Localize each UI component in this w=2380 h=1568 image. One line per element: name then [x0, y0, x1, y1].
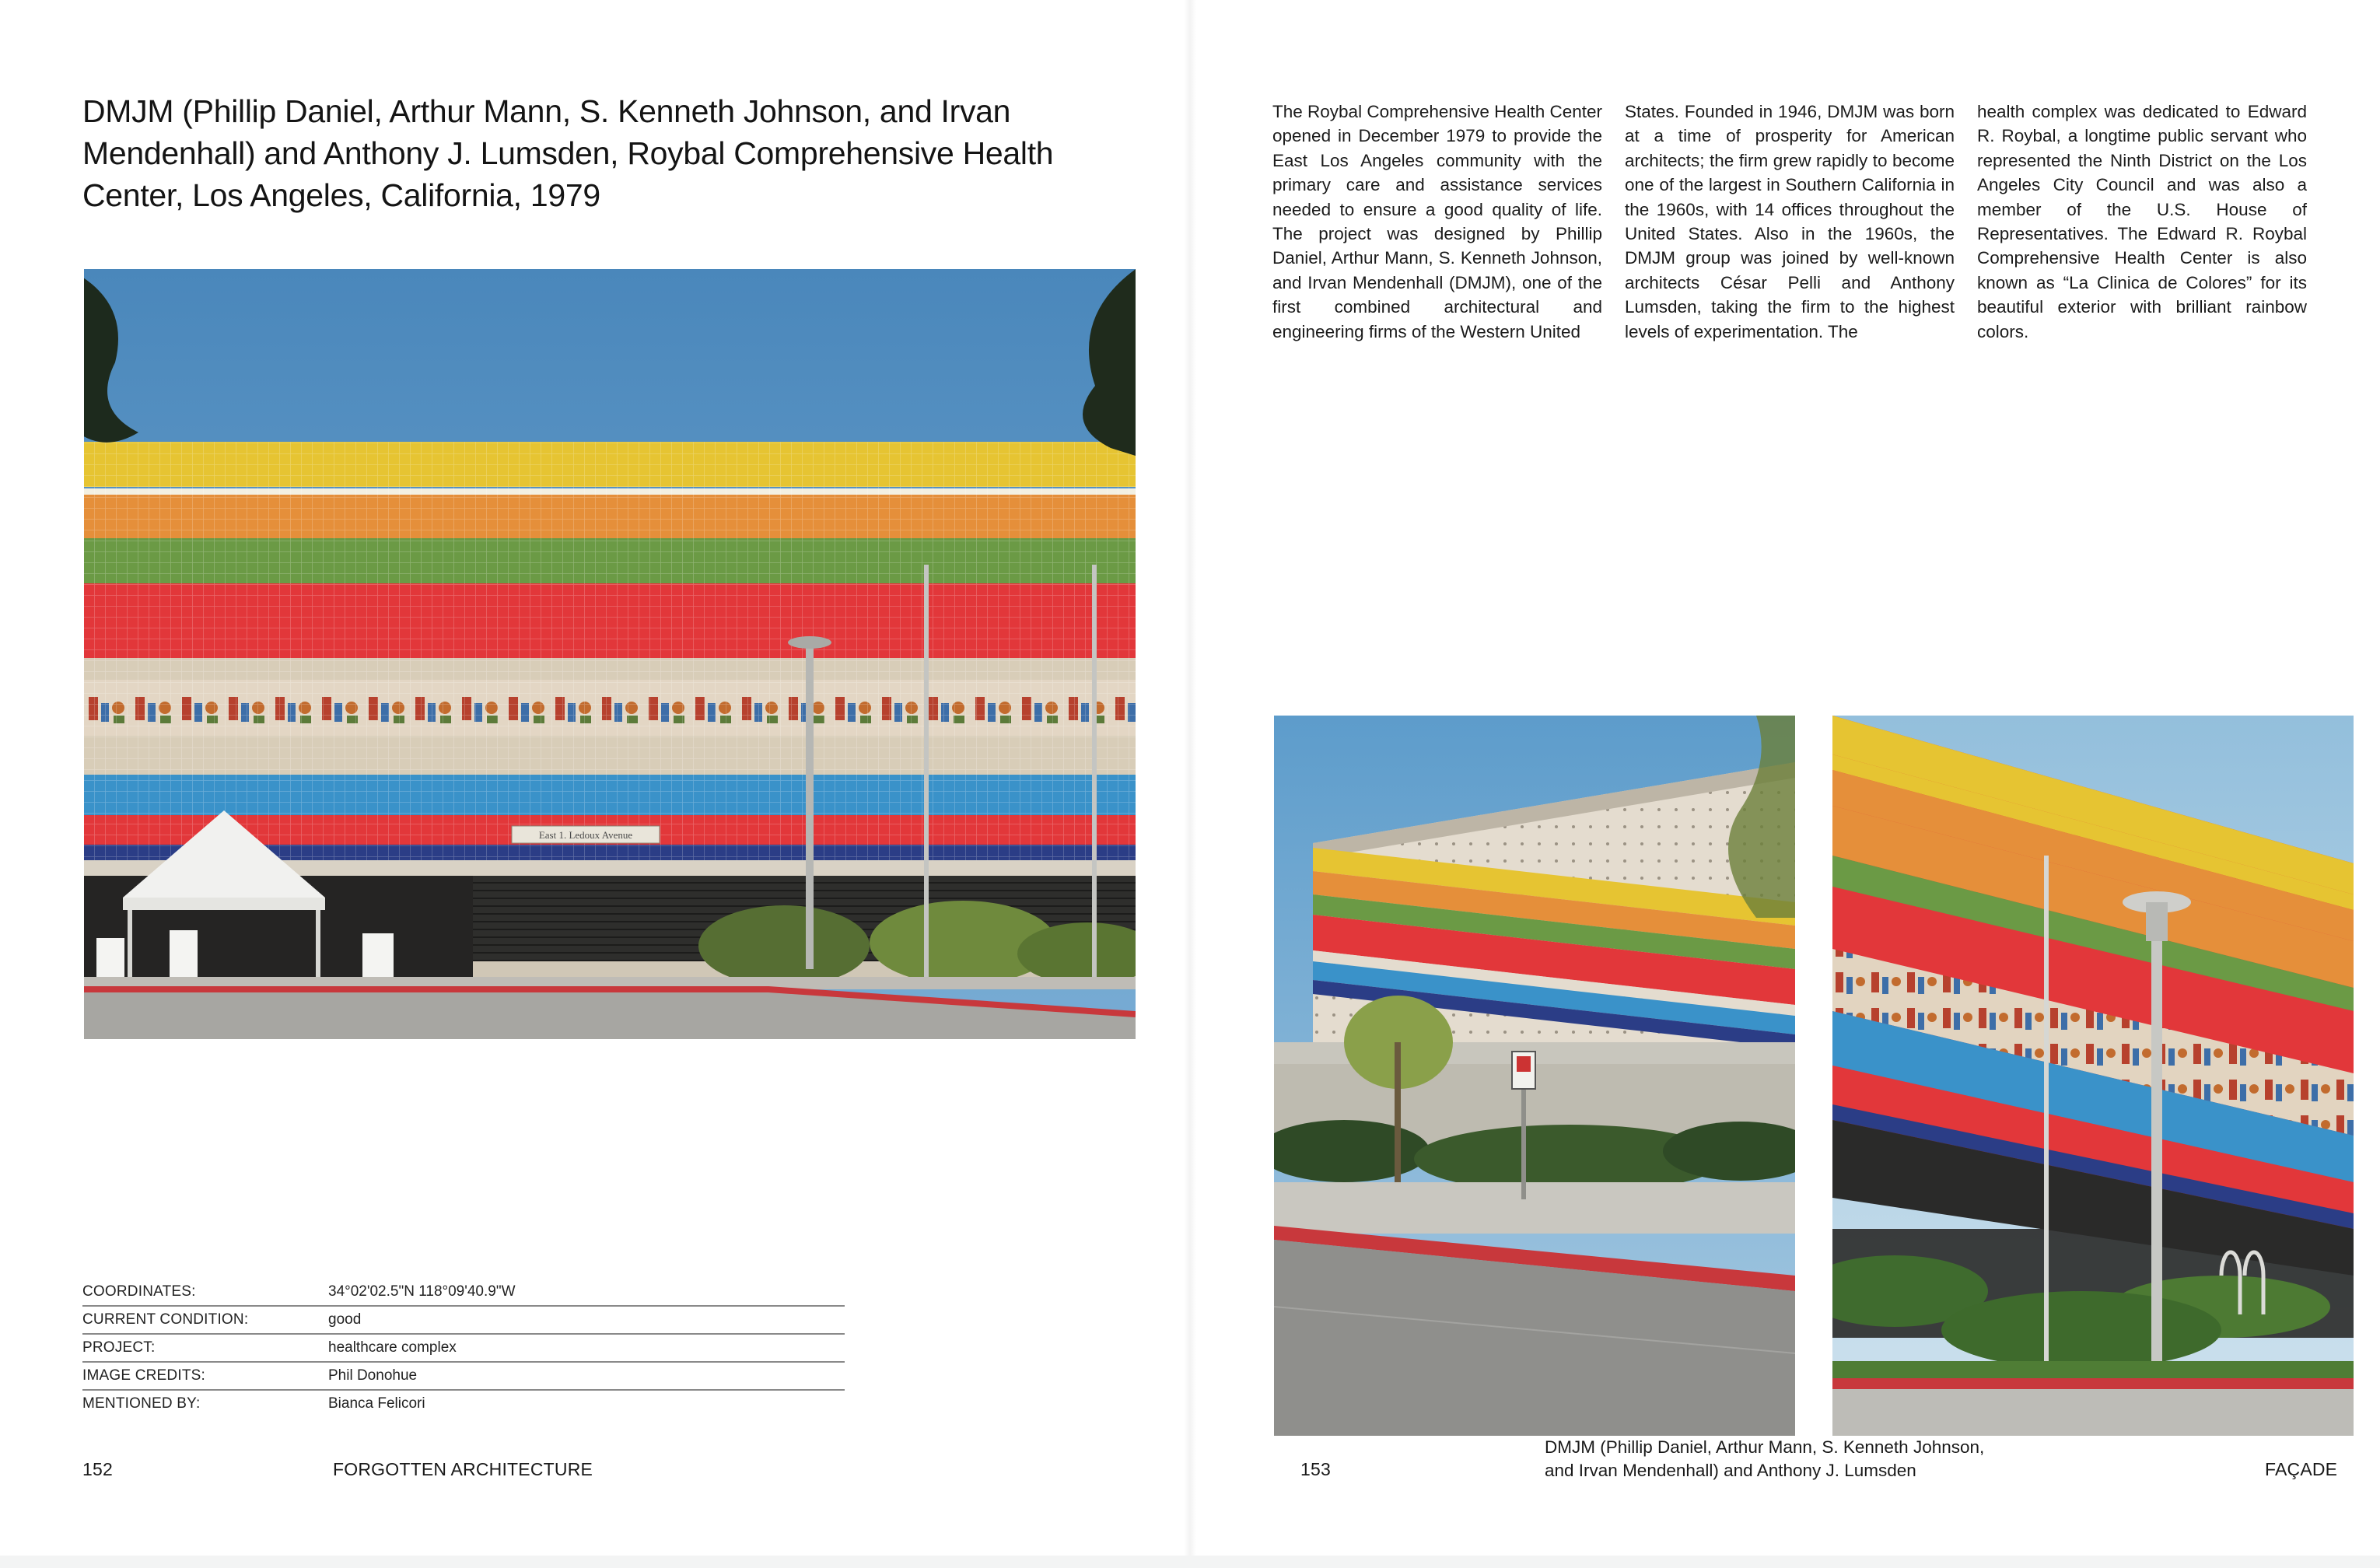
svg-text:East 1. Ledoux Avenue: East 1. Ledoux Avenue	[538, 829, 633, 841]
section-label: FAÇADE	[2265, 1459, 2338, 1479]
page-number-right: 153	[1300, 1459, 1331, 1479]
body-column-3: health complex was dedicated to Edward R. Roybal, a longtime public servant who represented the Ninth District on the Los Angeles City Council and was also a member of the U.S. House of Representatives. The Edward R. Roybal Comprehensive Health Center is also known as “La Clinica de Colores” for its beautiful exterior with brilliant rainbow colors.	[1977, 102, 2307, 341]
info-row-mentioned-by	[82, 1391, 845, 1417]
info-value: healthcare complex	[328, 1339, 457, 1356]
body-column-2: States. Founded in 1946, DMJM was born at a time of prosperity for American architects; the firm grew rapidly to become one of the largest in Southern California in the 1960s, with 14 offices throughout the United States. Also in the 1960s, the DMJM group was joined by well-known architects César Pelli and Anthony Lumsden, taking the firm to the highest levels of experimentation. The	[1625, 102, 1955, 341]
photo-main-facade	[84, 269, 1136, 1039]
page-title: DMJM (Phillip Daniel, Arthur Mann, S. Kenneth Johnson, and Irvan Mendenhall) and Anthony J. Lumsden, Roybal Comprehensive Health Center, Los Angeles, California, 1979	[82, 93, 1054, 213]
caption-line-1: DMJM (Phillip Daniel, Arthur Mann, S. Kenneth Johnson,	[1545, 1437, 1985, 1457]
info-value: good	[328, 1311, 362, 1328]
caption-line-2: and Irvan Mendenhall) and Anthony J. Lumsden	[1545, 1461, 1916, 1480]
body-column-1: The Roybal Comprehensive Health Center opened in December 1979 to provide the East Los Angeles community with the primary care and assistance services needed to ensure a good quality of life. The project was designed by Phillip Daniel, Arthur Mann, S. Kenneth Johnson, and Irvan Mendenhall (DMJM), one of the first combined architectural and engineering firms of the Western United	[1272, 102, 1602, 341]
info-row-credits	[82, 1363, 845, 1391]
page-gutter	[1184, 0, 1196, 1568]
info-label: CURRENT CONDITION:	[82, 1311, 249, 1328]
photo-caption	[1545, 1436, 2058, 1482]
page-number-left: 152	[82, 1459, 113, 1479]
body-text	[1272, 100, 2307, 344]
running-title: FORGOTTEN ARCHITECTURE	[333, 1459, 593, 1479]
info-row-coordinates	[82, 1279, 845, 1307]
info-label: IMAGE CREDITS:	[82, 1367, 205, 1384]
info-label: COORDINATES:	[82, 1283, 196, 1300]
info-value: Bianca Felicori	[328, 1395, 425, 1412]
project-info-table	[82, 1279, 845, 1417]
info-value: Phil Donohue	[328, 1367, 418, 1384]
info-value: 34°02'02.5"N 118°09'40.9"W	[328, 1283, 516, 1300]
photo-stepped-facade	[1274, 716, 1795, 1436]
info-label: PROJECT:	[82, 1339, 156, 1356]
photo-facade-lamppost	[1832, 716, 2354, 1436]
info-row-project	[82, 1335, 845, 1363]
info-row-condition	[82, 1307, 845, 1335]
info-label: MENTIONED BY:	[82, 1395, 201, 1412]
bottom-edge	[0, 1556, 2380, 1568]
